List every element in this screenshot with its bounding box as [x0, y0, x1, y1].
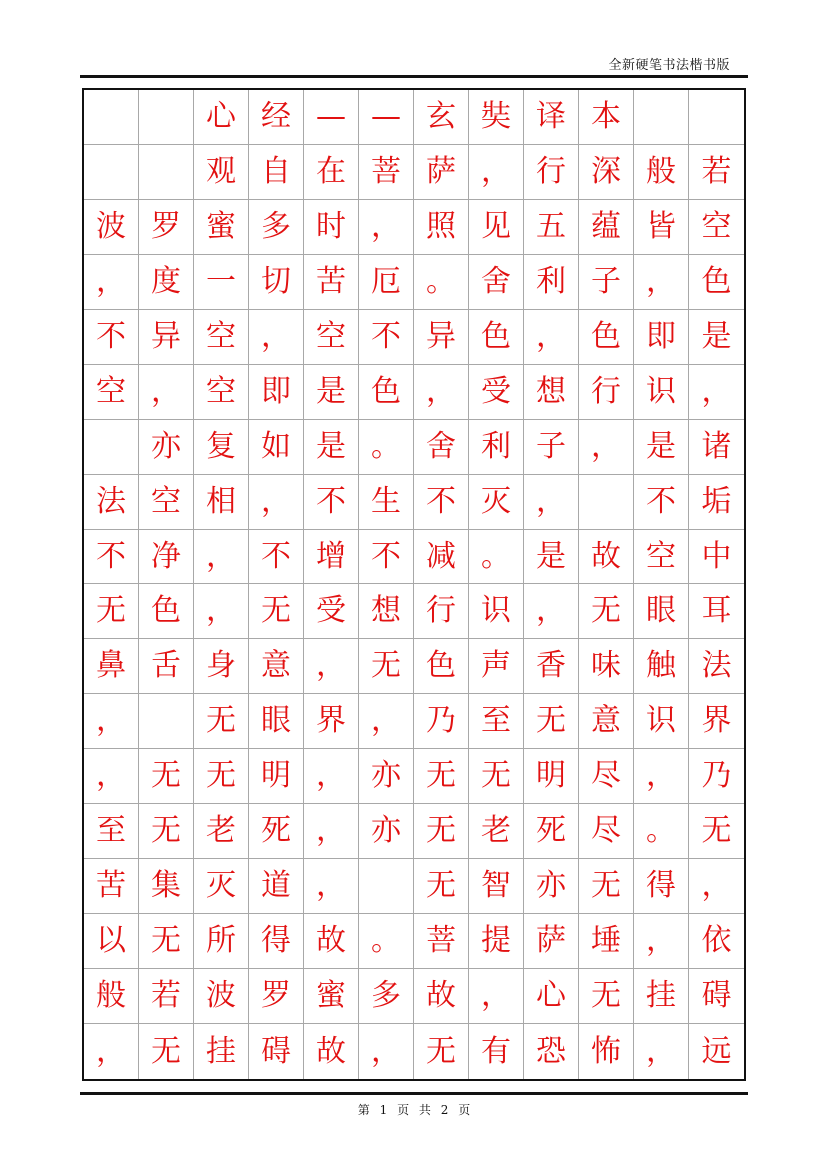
grid-cell: 罗	[249, 969, 304, 1024]
grid-cell: 想	[359, 584, 414, 639]
grid-cell: 蜜	[304, 969, 359, 1024]
grid-cell: 无	[414, 859, 469, 914]
grid-cell: 无	[139, 749, 194, 804]
grid-cell: 有	[469, 1024, 524, 1079]
grid-cell: 埵	[579, 914, 634, 969]
footer-page-number: 1	[379, 1103, 388, 1117]
grid-cell: 法	[689, 639, 744, 694]
grid-cell: ，	[304, 749, 359, 804]
grid-cell: 得	[249, 914, 304, 969]
grid-cell: 耳	[689, 584, 744, 639]
grid-cell: 界	[689, 694, 744, 749]
grid-cell: 多	[249, 200, 304, 255]
grid-cell: 即	[249, 365, 304, 420]
grid-cell: 碍	[689, 969, 744, 1024]
grid-cell: 菩	[359, 145, 414, 200]
grid-cell: 乃	[689, 749, 744, 804]
grid-cell: 心	[194, 90, 249, 145]
grid-cell: 色	[579, 310, 634, 365]
grid-cell: 不	[634, 475, 689, 530]
grid-cell: 无	[194, 694, 249, 749]
grid-cell: 无	[414, 1024, 469, 1079]
grid-cell: 即	[634, 310, 689, 365]
calligraphy-grid	[82, 88, 746, 1081]
grid-cell: 。	[634, 804, 689, 859]
grid-cell: ，	[84, 694, 139, 749]
grid-cell: 子	[579, 255, 634, 310]
grid-cell: 色	[414, 639, 469, 694]
page-footer	[0, 1101, 828, 1118]
grid-cell: 舌	[139, 639, 194, 694]
grid-cell: 受	[304, 584, 359, 639]
footer-ye-2: 页	[458, 1103, 471, 1117]
grid-cell: 界	[304, 694, 359, 749]
grid-cell: 灭	[194, 859, 249, 914]
grid-cell: 皆	[634, 200, 689, 255]
grid-cell: 死	[249, 804, 304, 859]
grid-cell: 香	[524, 639, 579, 694]
grid-cell: 亦	[359, 804, 414, 859]
grid-cell: 菩	[414, 914, 469, 969]
grid-cell: ，	[139, 365, 194, 420]
grid-cell: ，	[634, 255, 689, 310]
grid-cell: 净	[139, 530, 194, 585]
grid-cell: 减	[414, 530, 469, 585]
grid-cell: 舍	[414, 420, 469, 475]
grid-cell: 空	[634, 530, 689, 585]
grid-cell: 中	[689, 530, 744, 585]
grid-cell: 是	[524, 530, 579, 585]
footer-total-pages: 2	[440, 1103, 449, 1117]
grid-cell: 。	[359, 420, 414, 475]
grid-cell: 无	[689, 804, 744, 859]
grid-cell: 空	[84, 365, 139, 420]
grid-cell: 空	[689, 200, 744, 255]
grid-cell: ，	[84, 1024, 139, 1079]
grid-cell: ，	[84, 749, 139, 804]
footer-gong: 共	[418, 1103, 431, 1117]
grid-cell: 空	[139, 475, 194, 530]
grid-cell: ，	[84, 255, 139, 310]
grid-cell: 无	[194, 749, 249, 804]
grid-cell: 是	[634, 420, 689, 475]
grid-cell: ，	[304, 859, 359, 914]
grid-cell	[84, 420, 139, 475]
grid-cell: 不	[359, 310, 414, 365]
grid-cell: 故	[304, 914, 359, 969]
grid-cell	[139, 90, 194, 145]
grid-cell: ，	[469, 969, 524, 1024]
grid-cell: 灭	[469, 475, 524, 530]
grid-cell: ，	[414, 365, 469, 420]
grid-cell: 般	[634, 145, 689, 200]
grid-cell: 波	[194, 969, 249, 1024]
grid-cell: 是	[304, 365, 359, 420]
grid-cell: 无	[359, 639, 414, 694]
footer-ye: 页	[397, 1103, 410, 1117]
grid-cell	[84, 90, 139, 145]
grid-cell: 无	[249, 584, 304, 639]
grid-cell: ，	[524, 475, 579, 530]
grid-cell: 故	[414, 969, 469, 1024]
grid-cell: 玄	[414, 90, 469, 145]
grid-cell: 是	[689, 310, 744, 365]
grid-cell: 老	[194, 804, 249, 859]
grid-cell: 苦	[304, 255, 359, 310]
grid-cell: 复	[194, 420, 249, 475]
grid-cell: 心	[524, 969, 579, 1024]
grid-cell: ，	[634, 1024, 689, 1079]
grid-cell: 利	[524, 255, 579, 310]
grid-cell: ，	[469, 145, 524, 200]
grid-cell: 挂	[634, 969, 689, 1024]
grid-cell: 萨	[414, 145, 469, 200]
grid-cell: 生	[359, 475, 414, 530]
grid-cell: 若	[139, 969, 194, 1024]
grid-cell: 不	[249, 530, 304, 585]
grid-cell: 远	[701, 1033, 732, 1069]
grid-cell: 自	[249, 145, 304, 200]
grid-cell: ，	[194, 530, 249, 585]
grid-cell: —	[304, 90, 359, 145]
grid-cell: ，	[689, 859, 744, 914]
grid-cell: 相	[194, 475, 249, 530]
grid-cell	[579, 475, 634, 530]
grid-cell: 恐	[524, 1024, 579, 1079]
grid-cell: 不	[414, 475, 469, 530]
grid-cell: 声	[469, 639, 524, 694]
grid-cell: 至	[84, 804, 139, 859]
grid-cell: 无	[414, 749, 469, 804]
grid-cell: 若	[689, 145, 744, 200]
grid-cell	[139, 694, 194, 749]
grid-cell: 蕴	[579, 200, 634, 255]
grid-cell: 多	[359, 969, 414, 1024]
grid-cell: 挂	[194, 1024, 249, 1079]
grid-cell: 法	[84, 475, 139, 530]
grid-cell: 亦	[139, 420, 194, 475]
grid-cell: —	[359, 90, 414, 145]
grid-cell: 时	[304, 200, 359, 255]
grid-cell: 行	[579, 365, 634, 420]
grid-cell: 不	[84, 310, 139, 365]
grid-cell: ，	[249, 475, 304, 530]
grid-cell: ，	[634, 914, 689, 969]
grid-cell: 无	[139, 804, 194, 859]
grid-cell: 怖	[579, 1024, 634, 1079]
grid-cell: 意	[249, 639, 304, 694]
grid-cell: 依	[689, 914, 744, 969]
grid-cell: 奘	[469, 90, 524, 145]
grid-cell: 如	[249, 420, 304, 475]
grid-cell: 无	[469, 749, 524, 804]
grid-cell: 不	[304, 475, 359, 530]
grid-cell: 增	[304, 530, 359, 585]
grid-cell: 老	[469, 804, 524, 859]
grid-cell: 乃	[414, 694, 469, 749]
grid-cell: 尽	[579, 749, 634, 804]
grid-cell: 舍	[469, 255, 524, 310]
grid-cell: 照	[414, 200, 469, 255]
grid-cell: 萨	[524, 914, 579, 969]
grid-cell: 一	[194, 255, 249, 310]
grid-cell: 识	[634, 694, 689, 749]
grid-cell: 碍	[249, 1024, 304, 1079]
grid-cell	[634, 90, 689, 145]
grid-cell: 行	[524, 145, 579, 200]
grid-cell: 色	[689, 255, 744, 310]
grid-cell: 深	[579, 145, 634, 200]
grid-cell: 识	[469, 584, 524, 639]
grid-cell: 经	[249, 90, 304, 145]
grid-cell: 波	[84, 200, 139, 255]
grid-cell: 不	[84, 530, 139, 585]
grid-cell: 色	[359, 365, 414, 420]
grid-cell: 度	[139, 255, 194, 310]
grid-cell: 空	[194, 310, 249, 365]
grid-cell: 无	[524, 694, 579, 749]
grid-cell: ，	[524, 310, 579, 365]
grid-cell: 色	[139, 584, 194, 639]
grid-cell: 蜜	[194, 200, 249, 255]
grid-cell: 空	[304, 310, 359, 365]
grid-cell: 。	[469, 530, 524, 585]
grid-cell: ，	[194, 584, 249, 639]
grid-cell: 译	[524, 90, 579, 145]
grid-cell: ，	[579, 420, 634, 475]
grid-cell: 得	[634, 859, 689, 914]
grid-cell: 无	[139, 1024, 194, 1079]
grid-cell: ，	[304, 804, 359, 859]
grid-cell: 是	[304, 420, 359, 475]
grid-cell: ，	[689, 365, 744, 420]
grid-cell	[139, 145, 194, 200]
grid-cell: 意	[579, 694, 634, 749]
grid-cell: 受	[469, 365, 524, 420]
grid-cell: 故	[579, 530, 634, 585]
grid-cell: 五	[524, 200, 579, 255]
grid-cell: 。	[414, 255, 469, 310]
grid-cell: 厄	[359, 255, 414, 310]
grid-cell: 身	[194, 639, 249, 694]
grid-cell: 切	[249, 255, 304, 310]
grid-cell: 观	[194, 145, 249, 200]
grid-cell: 在	[304, 145, 359, 200]
grid-cell: 明	[524, 749, 579, 804]
grid-cell: 诸	[689, 420, 744, 475]
grid-cell: 眼	[634, 584, 689, 639]
grid-cell: ，	[634, 749, 689, 804]
grid-cell: 本	[579, 90, 634, 145]
grid-cell: 罗	[139, 200, 194, 255]
grid-cell: 以	[84, 914, 139, 969]
grid-cell: 故	[304, 1024, 359, 1079]
grid-cell: 。	[359, 914, 414, 969]
grid-cell: 想	[524, 365, 579, 420]
grid-cell: 道	[249, 859, 304, 914]
grid-cell: 无	[579, 859, 634, 914]
header-title: 全新硬笔书法楷书版	[608, 58, 730, 73]
grid-cell	[359, 859, 414, 914]
grid-cell: 子	[524, 420, 579, 475]
grid-cell: 不	[359, 530, 414, 585]
grid-cell: ，	[524, 584, 579, 639]
grid-cell: 味	[579, 639, 634, 694]
grid-cell: 垢	[689, 475, 744, 530]
grid-cell: ，	[359, 1024, 414, 1079]
grid-cell: 无	[414, 804, 469, 859]
grid-cell: 无	[579, 584, 634, 639]
footer-rule	[80, 1092, 748, 1095]
grid-cell: 提	[469, 914, 524, 969]
grid-cell: ，	[359, 200, 414, 255]
grid-cell: 异	[414, 310, 469, 365]
grid-cell: ，	[304, 639, 359, 694]
grid-cell: 亦	[359, 749, 414, 804]
grid-cell: 无	[579, 969, 634, 1024]
grid-cell: 鼻	[84, 639, 139, 694]
grid-cell: 触	[634, 639, 689, 694]
grid-cell: 集	[139, 859, 194, 914]
grid-cell: 异	[139, 310, 194, 365]
grid-cell: 亦	[524, 859, 579, 914]
grid-cell	[84, 145, 139, 200]
grid-cell: 空	[194, 365, 249, 420]
grid-cell: 至	[469, 694, 524, 749]
grid-cell: 般	[84, 969, 139, 1024]
header-rule	[80, 75, 748, 78]
grid-cell: 尽	[579, 804, 634, 859]
grid-cell: 色	[469, 310, 524, 365]
grid-cell: ，	[359, 694, 414, 749]
grid-cell	[689, 90, 744, 145]
grid-cell: 无	[139, 914, 194, 969]
footer-di: 第	[357, 1103, 370, 1117]
grid-cell: 所	[194, 914, 249, 969]
grid-cell: 智	[469, 859, 524, 914]
grid-cell: 识	[634, 365, 689, 420]
grid-cell: 见	[469, 200, 524, 255]
grid-cell: 眼	[249, 694, 304, 749]
grid-cell: 苦	[84, 859, 139, 914]
grid-cell: 无	[84, 584, 139, 639]
grid-cell: 明	[249, 749, 304, 804]
grid-cell: 行	[414, 584, 469, 639]
grid-cell: ，	[249, 310, 304, 365]
grid-cell: 死	[524, 804, 579, 859]
grid-cell: 利	[469, 420, 524, 475]
